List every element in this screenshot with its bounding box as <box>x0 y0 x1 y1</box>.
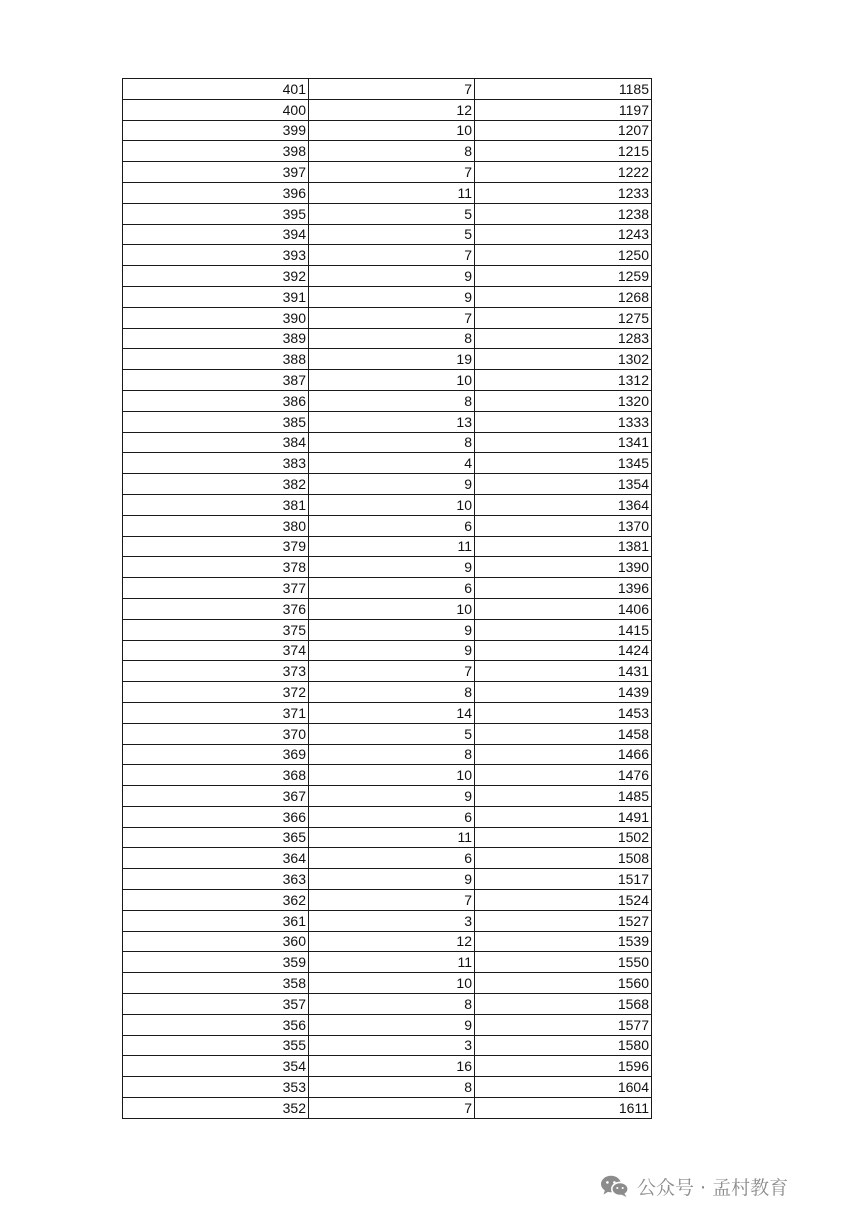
count-cell: 7 <box>309 1098 475 1119</box>
cumulative-cell: 1502 <box>475 827 652 848</box>
cumulative-cell: 1185 <box>475 79 652 100</box>
table-row <box>123 1056 652 1077</box>
table-row <box>123 432 652 453</box>
score-cell: 369 <box>123 744 309 765</box>
count-cell: 6 <box>309 578 475 599</box>
count-cell: 7 <box>309 162 475 183</box>
cumulative-cell: 1466 <box>475 744 652 765</box>
score-cell: 357 <box>123 994 309 1015</box>
table-row <box>123 682 652 703</box>
count-cell: 9 <box>309 786 475 807</box>
table-row <box>123 952 652 973</box>
score-cell: 384 <box>123 432 309 453</box>
score-table-body <box>123 79 652 1119</box>
score-cell: 353 <box>123 1077 309 1098</box>
count-cell: 5 <box>309 224 475 245</box>
table-row <box>123 910 652 931</box>
cumulative-cell: 1568 <box>475 994 652 1015</box>
score-cell: 352 <box>123 1098 309 1119</box>
cumulative-cell: 1207 <box>475 120 652 141</box>
score-cell: 364 <box>123 848 309 869</box>
table-row <box>123 536 652 557</box>
count-cell: 11 <box>309 536 475 557</box>
count-cell: 8 <box>309 328 475 349</box>
score-cell: 373 <box>123 661 309 682</box>
count-cell: 9 <box>309 1014 475 1035</box>
count-cell: 7 <box>309 245 475 266</box>
score-cell: 389 <box>123 328 309 349</box>
score-cell: 381 <box>123 494 309 515</box>
count-cell: 5 <box>309 723 475 744</box>
table-row <box>123 245 652 266</box>
score-cell: 374 <box>123 640 309 661</box>
score-cell: 375 <box>123 619 309 640</box>
count-cell: 14 <box>309 702 475 723</box>
count-cell: 8 <box>309 1077 475 1098</box>
table-row <box>123 619 652 640</box>
score-cell: 356 <box>123 1014 309 1035</box>
cumulative-cell: 1580 <box>475 1035 652 1056</box>
cumulative-cell: 1268 <box>475 286 652 307</box>
table-row <box>123 494 652 515</box>
score-cell: 399 <box>123 120 309 141</box>
cumulative-cell: 1250 <box>475 245 652 266</box>
count-cell: 12 <box>309 99 475 120</box>
table-row <box>123 453 652 474</box>
score-cell: 397 <box>123 162 309 183</box>
cumulative-cell: 1312 <box>475 370 652 391</box>
count-cell: 9 <box>309 266 475 287</box>
cumulative-cell: 1439 <box>475 682 652 703</box>
table-row <box>123 931 652 952</box>
cumulative-cell: 1259 <box>475 266 652 287</box>
count-cell: 10 <box>309 370 475 391</box>
count-cell: 6 <box>309 515 475 536</box>
count-cell: 9 <box>309 869 475 890</box>
count-cell: 10 <box>309 120 475 141</box>
table-row <box>123 328 652 349</box>
count-cell: 11 <box>309 952 475 973</box>
count-cell: 19 <box>309 349 475 370</box>
score-cell: 367 <box>123 786 309 807</box>
table-row <box>123 806 652 827</box>
score-cell: 361 <box>123 910 309 931</box>
table-row <box>123 370 652 391</box>
table-row <box>123 640 652 661</box>
cumulative-cell: 1320 <box>475 390 652 411</box>
cumulative-cell: 1577 <box>475 1014 652 1035</box>
count-cell: 9 <box>309 640 475 661</box>
cumulative-cell: 1275 <box>475 307 652 328</box>
cumulative-cell: 1197 <box>475 99 652 120</box>
count-cell: 3 <box>309 1035 475 1056</box>
watermark-text: 公众号 · 孟村教育 <box>637 1176 789 1199</box>
table-row <box>123 1014 652 1035</box>
count-cell: 6 <box>309 848 475 869</box>
table-row <box>123 702 652 723</box>
table-row <box>123 827 652 848</box>
score-cell: 395 <box>123 203 309 224</box>
table-row <box>123 869 652 890</box>
cumulative-cell: 1458 <box>475 723 652 744</box>
cumulative-cell: 1539 <box>475 931 652 952</box>
table-row <box>123 557 652 578</box>
count-cell: 4 <box>309 453 475 474</box>
table-row <box>123 1035 652 1056</box>
cumulative-cell: 1345 <box>475 453 652 474</box>
cumulative-cell: 1390 <box>475 557 652 578</box>
table-row <box>123 266 652 287</box>
table-row <box>123 79 652 100</box>
table-row <box>123 994 652 1015</box>
cumulative-cell: 1453 <box>475 702 652 723</box>
score-cell: 394 <box>123 224 309 245</box>
table-row <box>123 598 652 619</box>
count-cell: 9 <box>309 286 475 307</box>
table-row <box>123 1077 652 1098</box>
cumulative-cell: 1604 <box>475 1077 652 1098</box>
score-cell: 363 <box>123 869 309 890</box>
score-cell: 377 <box>123 578 309 599</box>
count-cell: 13 <box>309 411 475 432</box>
count-cell: 5 <box>309 203 475 224</box>
cumulative-cell: 1524 <box>475 890 652 911</box>
watermark <box>600 1174 788 1198</box>
cumulative-cell: 1527 <box>475 910 652 931</box>
score-cell: 365 <box>123 827 309 848</box>
count-cell: 8 <box>309 432 475 453</box>
table-row <box>123 474 652 495</box>
score-cell: 379 <box>123 536 309 557</box>
count-cell: 9 <box>309 474 475 495</box>
table-row <box>123 765 652 786</box>
table-row <box>123 141 652 162</box>
count-cell: 6 <box>309 806 475 827</box>
score-cell: 359 <box>123 952 309 973</box>
table-row <box>123 307 652 328</box>
cumulative-cell: 1517 <box>475 869 652 890</box>
count-cell: 11 <box>309 182 475 203</box>
cumulative-cell: 1243 <box>475 224 652 245</box>
cumulative-cell: 1550 <box>475 952 652 973</box>
score-cell: 391 <box>123 286 309 307</box>
count-cell: 11 <box>309 827 475 848</box>
count-cell: 7 <box>309 307 475 328</box>
score-cell: 372 <box>123 682 309 703</box>
cumulative-cell: 1381 <box>475 536 652 557</box>
score-cell: 388 <box>123 349 309 370</box>
cumulative-cell: 1333 <box>475 411 652 432</box>
score-cell: 396 <box>123 182 309 203</box>
cumulative-cell: 1283 <box>475 328 652 349</box>
score-cell: 398 <box>123 141 309 162</box>
score-cell: 362 <box>123 890 309 911</box>
table-row <box>123 162 652 183</box>
score-cell: 354 <box>123 1056 309 1077</box>
count-cell: 16 <box>309 1056 475 1077</box>
table-row <box>123 661 652 682</box>
table-row <box>123 286 652 307</box>
score-cell: 360 <box>123 931 309 952</box>
cumulative-cell: 1596 <box>475 1056 652 1077</box>
score-cell: 366 <box>123 806 309 827</box>
score-cell: 400 <box>123 99 309 120</box>
cumulative-cell: 1485 <box>475 786 652 807</box>
table-row <box>123 1098 652 1119</box>
wechat-icon <box>600 1174 630 1198</box>
table-row <box>123 786 652 807</box>
score-table <box>122 78 652 1119</box>
table-row <box>123 203 652 224</box>
cumulative-cell: 1370 <box>475 515 652 536</box>
cumulative-cell: 1611 <box>475 1098 652 1119</box>
cumulative-cell: 1222 <box>475 162 652 183</box>
count-cell: 8 <box>309 682 475 703</box>
score-cell: 380 <box>123 515 309 536</box>
score-cell: 392 <box>123 266 309 287</box>
count-cell: 7 <box>309 79 475 100</box>
table-row <box>123 120 652 141</box>
score-cell: 385 <box>123 411 309 432</box>
table-row <box>123 349 652 370</box>
score-cell: 387 <box>123 370 309 391</box>
table-row <box>123 515 652 536</box>
score-cell: 386 <box>123 390 309 411</box>
score-cell: 368 <box>123 765 309 786</box>
score-cell: 370 <box>123 723 309 744</box>
table-row <box>123 848 652 869</box>
count-cell: 8 <box>309 744 475 765</box>
cumulative-cell: 1341 <box>475 432 652 453</box>
score-cell: 358 <box>123 973 309 994</box>
cumulative-cell: 1415 <box>475 619 652 640</box>
count-cell: 7 <box>309 890 475 911</box>
count-cell: 7 <box>309 661 475 682</box>
cumulative-cell: 1476 <box>475 765 652 786</box>
table-row <box>123 578 652 599</box>
cumulative-cell: 1424 <box>475 640 652 661</box>
count-cell: 12 <box>309 931 475 952</box>
cumulative-cell: 1215 <box>475 141 652 162</box>
score-cell: 401 <box>123 79 309 100</box>
count-cell: 9 <box>309 619 475 640</box>
table-row <box>123 723 652 744</box>
table-row <box>123 744 652 765</box>
table-row <box>123 99 652 120</box>
count-cell: 3 <box>309 910 475 931</box>
count-cell: 8 <box>309 994 475 1015</box>
score-cell: 378 <box>123 557 309 578</box>
table-row <box>123 890 652 911</box>
table-row <box>123 390 652 411</box>
table-row <box>123 224 652 245</box>
table-row <box>123 182 652 203</box>
score-cell: 371 <box>123 702 309 723</box>
count-cell: 10 <box>309 765 475 786</box>
score-cell: 393 <box>123 245 309 266</box>
score-cell: 355 <box>123 1035 309 1056</box>
cumulative-cell: 1508 <box>475 848 652 869</box>
score-cell: 376 <box>123 598 309 619</box>
cumulative-cell: 1406 <box>475 598 652 619</box>
cumulative-cell: 1396 <box>475 578 652 599</box>
cumulative-cell: 1302 <box>475 349 652 370</box>
count-cell: 10 <box>309 598 475 619</box>
score-cell: 390 <box>123 307 309 328</box>
cumulative-cell: 1238 <box>475 203 652 224</box>
cumulative-cell: 1364 <box>475 494 652 515</box>
count-cell: 10 <box>309 973 475 994</box>
cumulative-cell: 1431 <box>475 661 652 682</box>
cumulative-cell: 1491 <box>475 806 652 827</box>
count-cell: 10 <box>309 494 475 515</box>
table-row <box>123 411 652 432</box>
cumulative-cell: 1354 <box>475 474 652 495</box>
count-cell: 8 <box>309 141 475 162</box>
cumulative-cell: 1560 <box>475 973 652 994</box>
count-cell: 8 <box>309 390 475 411</box>
score-cell: 382 <box>123 474 309 495</box>
cumulative-cell: 1233 <box>475 182 652 203</box>
score-cell: 383 <box>123 453 309 474</box>
count-cell: 9 <box>309 557 475 578</box>
table-row <box>123 973 652 994</box>
